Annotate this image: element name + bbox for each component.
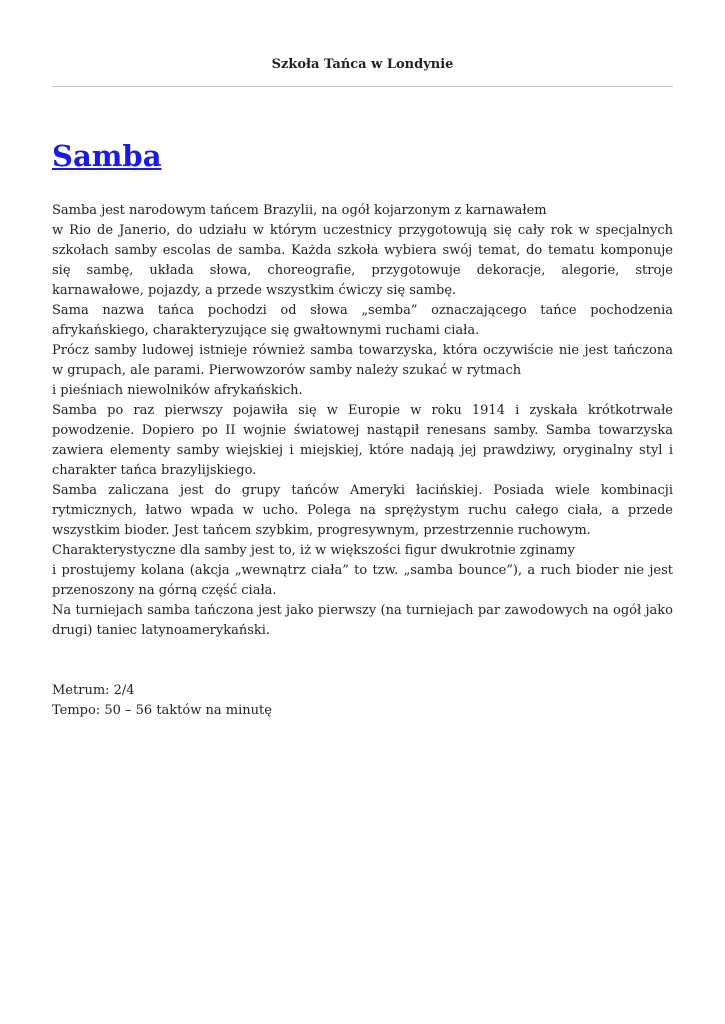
paragraph-2: w Rio de Janerio, do udziału w którym uczestnicy przygotowują się cały rok w specjalnych szkołach samby escolas de samba. Każda szkoła wybiera swój temat, do tematu komponuje się sambę, układa słowa, choreografie, przygotowuje dekoracje, alegorie, stroje karnawałowe, pojazdy, a przede wszystkim ćwiczy się sambę. [52, 223, 673, 298]
site-header-title: Szkoła Tańca w Londynie [271, 57, 454, 72]
paragraph-7: Samba zaliczana jest do grupy tańców Ameryki łacińskiej. Posiada wiele kombinacji rytmicznych, łatwo wpada w ucho. Polega na sprężystym ruchu całego ciała, a przede wszystkim bioder. Jest tańcem szybkim, progresywnym, przestrzennie ruchowym. [52, 483, 673, 538]
paragraph-line: Charakterystyczne dla samby jest to, iż w większości figur dwukrotnie zginamy [52, 543, 575, 558]
paragraph-3: Sama nazwa tańca pochodzi od słowa „semba” oznaczającego tańce pochodzenia afrykańskiego, charakteryzujące się gwałtownymi ruchami ciała. [52, 303, 673, 338]
article-title-link[interactable]: Samba [52, 139, 162, 173]
article-title [52, 137, 162, 175]
metrum-line: Metrum: 2/4 [52, 683, 135, 698]
article-body [52, 201, 673, 721]
spacer [52, 641, 673, 681]
tempo-line: Tempo: 50 – 56 taktów na minutę [52, 703, 272, 718]
paragraph-10: Na turniejach samba tańczona jest jako pierwszy (na turniejach par zawodowych na ogół jako drugi) taniec latynoamerykański. [52, 603, 673, 638]
paragraph-1 [52, 201, 673, 221]
paragraph-line: i pieśniach niewolników afrykańskich. [52, 383, 303, 398]
header-divider [52, 86, 673, 87]
paragraph-6: Samba po raz pierwszy pojawiła się w Europie w roku 1914 i zyskała krótkotrwałe powodzenie. Dopiero po II wojnie światowej nastąpił renesans samby. Samba towarzyska zawiera elementy samby wiejskiej i miejskiej, które nadają jej prawdziwy, oryginalny styl i charakter tańca brazylijskiego. [52, 403, 673, 478]
paragraph-8 [52, 541, 673, 561]
paragraph-9: i prostujemy kolana (akcja „wewnątrz ciała” to tzw. „samba bounce”), a ruch bioder nie jest przenoszony na górną część ciała. [52, 563, 673, 598]
paragraph-line: Samba jest narodowym tańcem Brazylii, na ogół kojarzonym z karnawałem [52, 203, 547, 218]
paragraph-5 [52, 381, 673, 401]
paragraph-4: Prócz samby ludowej istnieje również samba towarzyska, która oczywiście nie jest tańczona w grupach, ale parami. Pierwowzorów samby należy szukać w rytmach [52, 343, 673, 378]
